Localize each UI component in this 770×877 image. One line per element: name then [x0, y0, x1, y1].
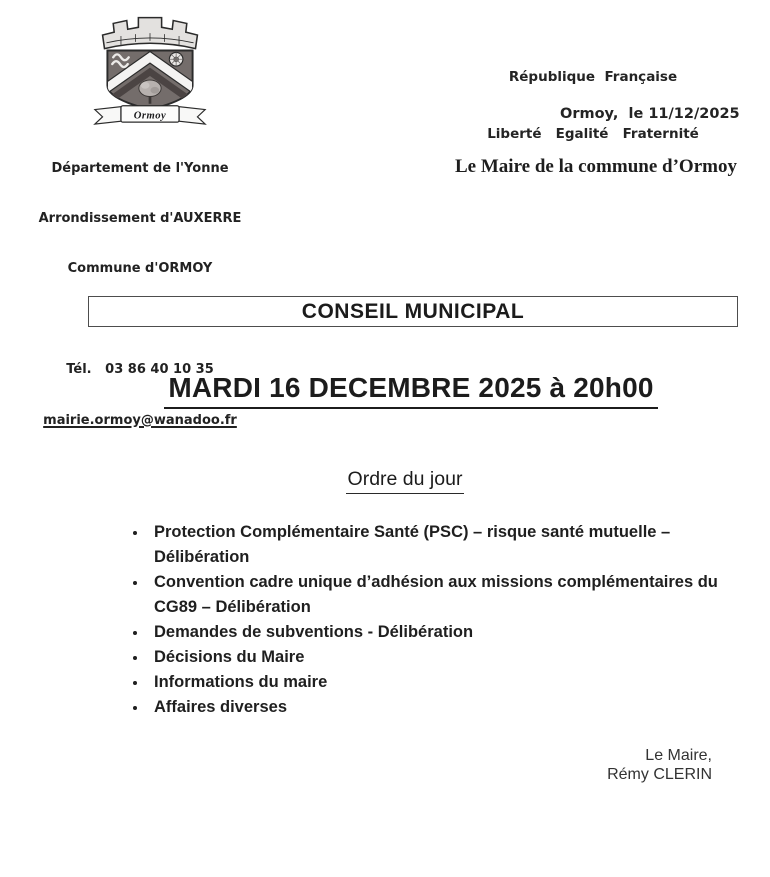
agenda-item: • Affaires diverses: [148, 695, 740, 720]
agenda-item: • Informations du maire: [148, 670, 740, 695]
place-date-line: Ormoy, le 11/12/2025: [560, 106, 740, 122]
agenda-list: [120, 520, 742, 720]
ormoy-coat-of-arms-icon: [72, 6, 228, 127]
document-title-box: [88, 296, 738, 327]
agenda-item: • Protection Complémentaire Santé (PSC) – risque santé mutuelle – Délibération: [148, 520, 740, 570]
phone-line: Tél. 03 86 40 10 35: [66, 362, 214, 378]
sender-line: Le Maire de la commune d’Ormoy: [455, 156, 737, 177]
signature-name: Rémy CLERIN: [607, 766, 712, 783]
commune-address-block: [15, 127, 265, 463]
agenda-heading: Ordre du jour: [346, 468, 465, 494]
signature-title: Le Maire,: [645, 747, 712, 764]
agenda-item: • Demandes de subventions - Délibération: [148, 620, 740, 645]
republic-line: République Française: [508, 69, 678, 85]
document-title: CONSEIL MUNICIPAL: [301, 299, 525, 323]
signature-block: [607, 746, 712, 784]
email-address: mairie.ormoy@wanadoo.fr: [43, 412, 237, 428]
department-line: Département de l'Yonne: [51, 160, 229, 176]
crest-motto-text: Ormoy: [133, 110, 167, 122]
commune-line: Commune d'ORMOY: [67, 261, 213, 277]
agenda-item: • Décisions du Maire: [148, 645, 740, 670]
meeting-datetime-heading: MARDI 16 DECEMBRE 2025 à 20h00: [164, 372, 657, 409]
agenda-item: • Convention cadre unique d’adhésion aux missions complémentaires du CG89 – Délibération: [148, 570, 740, 620]
arrondissement-line: Arrondissement d'AUXERRE: [38, 210, 242, 226]
motto-line: Liberté Egalité Fraternité: [487, 126, 699, 142]
